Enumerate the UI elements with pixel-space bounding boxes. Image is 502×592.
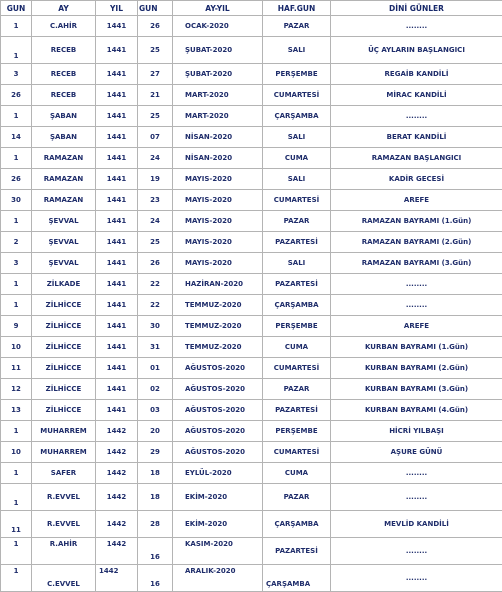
table-row	[1, 295, 502, 316]
weekday-cell: PERŞEMBE	[263, 421, 331, 442]
hijri-month-cell: ŞABAN	[32, 127, 96, 148]
day-cell: 19	[138, 169, 173, 190]
month-year-cell: ŞUBAT-2020	[173, 64, 263, 85]
religious-day-cell: HİCRİ YILBAŞI	[331, 421, 502, 442]
hijri-year-cell: 1442	[96, 565, 138, 592]
month-year-cell: NİSAN-2020	[173, 127, 263, 148]
hijri-month-cell: ZİLHİCCE	[32, 379, 96, 400]
hijri-day-cell: 1	[1, 16, 32, 37]
hijri-day-cell: 1	[1, 565, 32, 592]
hijri-day-cell: 1	[1, 274, 32, 295]
hijri-day-cell: 3	[1, 253, 32, 274]
religious-day-cell: ........	[331, 295, 502, 316]
day-cell: 22	[138, 274, 173, 295]
religious-day-cell: ........	[331, 106, 502, 127]
table-row	[1, 421, 502, 442]
hijri-month-cell: ZİLHİCCE	[32, 400, 96, 421]
month-year-cell: ARALIK-2020	[173, 565, 263, 592]
table-row	[1, 538, 502, 565]
religious-day-cell: RAMAZAN BAYRAMI (1.Gün)	[331, 211, 502, 232]
month-year-cell: HAZİRAN-2020	[173, 274, 263, 295]
weekday-cell: PERŞEMBE	[263, 64, 331, 85]
hijri-year-cell: 1441	[96, 37, 138, 64]
hijri-month-cell: R.EVVEL	[32, 484, 96, 511]
weekday-cell: CUMA	[263, 463, 331, 484]
religious-day-cell: AREFE	[331, 316, 502, 337]
day-cell: 29	[138, 442, 173, 463]
month-year-cell: TEMMUZ-2020	[173, 316, 263, 337]
table-row	[1, 16, 502, 37]
hijri-month-cell: RECEB	[32, 64, 96, 85]
hijri-month-cell: MUHARREM	[32, 421, 96, 442]
hijri-month-cell: ZİLHİCCE	[32, 316, 96, 337]
month-year-cell: NİSAN-2020	[173, 148, 263, 169]
hijri-day-cell: 1	[1, 295, 32, 316]
weekday-cell: SALI	[263, 169, 331, 190]
table-row	[1, 106, 502, 127]
hijri-year-cell: 1441	[96, 127, 138, 148]
religious-day-cell: KURBAN BAYRAMI (4.Gün)	[331, 400, 502, 421]
month-year-cell: MAYIS-2020	[173, 253, 263, 274]
table-row	[1, 274, 502, 295]
hijri-year-cell: 1442	[96, 421, 138, 442]
day-cell: 22	[138, 295, 173, 316]
month-year-cell: MAYIS-2020	[173, 211, 263, 232]
day-cell: 24	[138, 148, 173, 169]
hijri-year-cell: 1442	[96, 442, 138, 463]
weekday-cell: PAZAR	[263, 16, 331, 37]
hijri-day-cell: 11	[1, 358, 32, 379]
day-cell: 16	[138, 538, 173, 565]
weekday-cell: SALI	[263, 253, 331, 274]
month-year-cell: EKİM-2020	[173, 484, 263, 511]
day-cell: 18	[138, 463, 173, 484]
hijri-day-cell: 1	[1, 148, 32, 169]
hijri-year-cell: 1441	[96, 106, 138, 127]
hijri-month-cell: RAMAZAN	[32, 169, 96, 190]
hijri-month-cell: ZİLKADE	[32, 274, 96, 295]
hijri-month-cell: ZİLHİCCE	[32, 295, 96, 316]
weekday-cell: PAZAR	[263, 379, 331, 400]
table-row	[1, 337, 502, 358]
hijri-year-cell: 1441	[96, 337, 138, 358]
hijri-month-cell: MUHARREM	[32, 442, 96, 463]
religious-day-cell: AŞURE GÜNÜ	[331, 442, 502, 463]
hijri-year-cell: 1441	[96, 148, 138, 169]
header-hijri-year: YIL	[96, 1, 138, 16]
header-month-year: AY-YIL	[173, 1, 263, 16]
religious-day-cell: MİRAC KANDİLİ	[331, 85, 502, 106]
weekday-cell: ÇARŞAMBA	[263, 295, 331, 316]
table-row	[1, 253, 502, 274]
day-cell: 26	[138, 16, 173, 37]
month-year-cell: EKİM-2020	[173, 511, 263, 538]
hijri-day-cell: 10	[1, 442, 32, 463]
weekday-cell: ÇARŞAMBA	[263, 106, 331, 127]
hijri-year-cell: 1441	[96, 232, 138, 253]
header-day: GUN	[138, 1, 173, 16]
hijri-month-cell: RAMAZAN	[32, 148, 96, 169]
day-cell: 23	[138, 190, 173, 211]
hijri-month-cell: R.AHİR	[32, 538, 96, 565]
hijri-month-cell: C.EVVEL	[32, 565, 96, 592]
day-cell: 16	[138, 565, 173, 592]
religious-day-cell: KURBAN BAYRAMI (3.Gün)	[331, 379, 502, 400]
month-year-cell: AĞUSTOS-2020	[173, 358, 263, 379]
hijri-day-cell: 3	[1, 64, 32, 85]
religious-day-cell: RAMAZAN BAYRAMI (2.Gün)	[331, 232, 502, 253]
hijri-year-cell: 1441	[96, 358, 138, 379]
day-cell: 03	[138, 400, 173, 421]
hijri-day-cell: 13	[1, 400, 32, 421]
hijri-day-cell: 2	[1, 232, 32, 253]
religious-day-cell: KURBAN BAYRAMI (2.Gün)	[331, 358, 502, 379]
hijri-year-cell: 1441	[96, 85, 138, 106]
religious-day-cell: BERAT KANDİLİ	[331, 127, 502, 148]
hijri-day-cell: 1	[1, 106, 32, 127]
table-row	[1, 232, 502, 253]
hijri-month-cell: ŞABAN	[32, 106, 96, 127]
hijri-day-cell: 1	[1, 463, 32, 484]
hijri-day-cell: 11	[1, 511, 32, 538]
table-row	[1, 358, 502, 379]
weekday-cell: PAZARTESİ	[263, 274, 331, 295]
month-year-cell: MAYIS-2020	[173, 169, 263, 190]
month-year-cell: TEMMUZ-2020	[173, 295, 263, 316]
hijri-day-cell: 14	[1, 127, 32, 148]
weekday-cell: SALI	[263, 127, 331, 148]
hijri-year-cell: 1441	[96, 316, 138, 337]
month-year-cell: MAYIS-2020	[173, 232, 263, 253]
hijri-month-cell: ŞEVVAL	[32, 253, 96, 274]
header-hijri-month: AY	[32, 1, 96, 16]
hijri-month-cell: ŞEVVAL	[32, 232, 96, 253]
religious-day-cell: ........	[331, 274, 502, 295]
hijri-year-cell: 1441	[96, 253, 138, 274]
hijri-year-cell: 1442	[96, 484, 138, 511]
hijri-day-cell: 26	[1, 85, 32, 106]
day-cell: 30	[138, 316, 173, 337]
hijri-day-cell: 12	[1, 379, 32, 400]
religious-day-cell: KURBAN BAYRAMI (1.Gün)	[331, 337, 502, 358]
religious-day-cell: REGAİB KANDİLİ	[331, 64, 502, 85]
weekday-cell: PAZAR	[263, 211, 331, 232]
hijri-month-cell: ZİLHİCCE	[32, 337, 96, 358]
day-cell: 18	[138, 484, 173, 511]
table-row	[1, 316, 502, 337]
religious-day-cell: KADİR GECESİ	[331, 169, 502, 190]
header-hijri-day: GUN	[1, 1, 32, 16]
day-cell: 25	[138, 232, 173, 253]
month-year-cell: AĞUSTOS-2020	[173, 442, 263, 463]
weekday-cell: CUMARTESİ	[263, 190, 331, 211]
weekday-cell: PAZARTESİ	[263, 538, 331, 565]
table-row	[1, 148, 502, 169]
weekday-cell: CUMA	[263, 148, 331, 169]
hijri-day-cell: 26	[1, 169, 32, 190]
hijri-year-cell: 1441	[96, 211, 138, 232]
religious-day-cell: RAMAZAN BAŞLANGICI	[331, 148, 502, 169]
hijri-month-cell: R.EVVEL	[32, 511, 96, 538]
hijri-month-cell: ŞEVVAL	[32, 211, 96, 232]
day-cell: 25	[138, 106, 173, 127]
month-year-cell: AĞUSTOS-2020	[173, 400, 263, 421]
day-cell: 31	[138, 337, 173, 358]
month-year-cell: EYLÜL-2020	[173, 463, 263, 484]
hijri-year-cell: 1441	[96, 379, 138, 400]
hijri-day-cell: 1	[1, 538, 32, 565]
weekday-cell: CUMARTESİ	[263, 358, 331, 379]
weekday-cell: PAZARTESİ	[263, 400, 331, 421]
weekday-cell: SALI	[263, 37, 331, 64]
hijri-year-cell: 1442	[96, 463, 138, 484]
table-row	[1, 37, 502, 64]
weekday-cell: CUMARTESİ	[263, 442, 331, 463]
religious-day-cell: RAMAZAN BAYRAMI (3.Gün)	[331, 253, 502, 274]
table-row	[1, 211, 502, 232]
hijri-year-cell: 1441	[96, 190, 138, 211]
month-year-cell: MART-2020	[173, 106, 263, 127]
hijri-day-cell: 1	[1, 484, 32, 511]
day-cell: 07	[138, 127, 173, 148]
table-row	[1, 565, 502, 592]
day-cell: 21	[138, 85, 173, 106]
header-weekday: HAF.GUN	[263, 1, 331, 16]
religious-day-cell: ........	[331, 538, 502, 565]
day-cell: 26	[138, 253, 173, 274]
religious-day-cell: AREFE	[331, 190, 502, 211]
weekday-cell: CUMA	[263, 337, 331, 358]
hijri-year-cell: 1442	[96, 511, 138, 538]
day-cell: 25	[138, 37, 173, 64]
table-row	[1, 400, 502, 421]
table-row	[1, 85, 502, 106]
hijri-day-cell: 9	[1, 316, 32, 337]
month-year-cell: AĞUSTOS-2020	[173, 379, 263, 400]
weekday-cell: ÇARŞAMBA	[263, 565, 331, 592]
table-row	[1, 64, 502, 85]
month-year-cell: MAYIS-2020	[173, 190, 263, 211]
table-row	[1, 463, 502, 484]
hijri-year-cell: 1441	[96, 274, 138, 295]
day-cell: 20	[138, 421, 173, 442]
weekday-cell: CUMARTESİ	[263, 85, 331, 106]
hijri-year-cell: 1441	[96, 16, 138, 37]
hijri-day-cell: 30	[1, 190, 32, 211]
hijri-month-cell: RAMAZAN	[32, 190, 96, 211]
hijri-month-cell: ZİLHİCCE	[32, 358, 96, 379]
religious-day-cell: MEVLİD KANDİLİ	[331, 511, 502, 538]
month-year-cell: MART-2020	[173, 85, 263, 106]
weekday-cell: PERŞEMBE	[263, 316, 331, 337]
weekday-cell: PAZAR	[263, 484, 331, 511]
hijri-day-cell: 1	[1, 211, 32, 232]
hijri-month-cell: RECEB	[32, 85, 96, 106]
table-row	[1, 484, 502, 511]
hijri-year-cell: 1441	[96, 169, 138, 190]
hijri-year-cell: 1441	[96, 295, 138, 316]
month-year-cell: ŞUBAT-2020	[173, 37, 263, 64]
religious-day-cell: ........	[331, 565, 502, 592]
table-row	[1, 379, 502, 400]
religious-day-cell: ........	[331, 463, 502, 484]
table-header-row	[1, 1, 502, 16]
religious-day-cell: ÜÇ AYLARIN BAŞLANGICI	[331, 37, 502, 64]
table-row	[1, 127, 502, 148]
weekday-cell: PAZARTESİ	[263, 232, 331, 253]
religious-day-cell: ........	[331, 484, 502, 511]
hijri-day-cell: 1	[1, 421, 32, 442]
hijri-year-cell: 1441	[96, 400, 138, 421]
weekday-cell: ÇARŞAMBA	[263, 511, 331, 538]
hijri-year-cell: 1442	[96, 538, 138, 565]
table-row	[1, 169, 502, 190]
hijri-month-cell: C.AHİR	[32, 16, 96, 37]
month-year-cell: TEMMUZ-2020	[173, 337, 263, 358]
hijri-month-cell: RECEB	[32, 37, 96, 64]
month-year-cell: AĞUSTOS-2020	[173, 421, 263, 442]
table-row	[1, 511, 502, 538]
hijri-day-cell: 10	[1, 337, 32, 358]
religious-day-cell: ........	[331, 16, 502, 37]
day-cell: 24	[138, 211, 173, 232]
day-cell: 01	[138, 358, 173, 379]
day-cell: 27	[138, 64, 173, 85]
month-year-cell: OCAK-2020	[173, 16, 263, 37]
hijri-month-cell: SAFER	[32, 463, 96, 484]
table-row	[1, 190, 502, 211]
hijri-day-cell: 1	[1, 37, 32, 64]
month-year-cell: KASIM-2020	[173, 538, 263, 565]
header-religious-days: DİNİ GÜNLER	[331, 1, 502, 16]
hijri-year-cell: 1441	[96, 64, 138, 85]
day-cell: 28	[138, 511, 173, 538]
table-row	[1, 442, 502, 463]
day-cell: 02	[138, 379, 173, 400]
